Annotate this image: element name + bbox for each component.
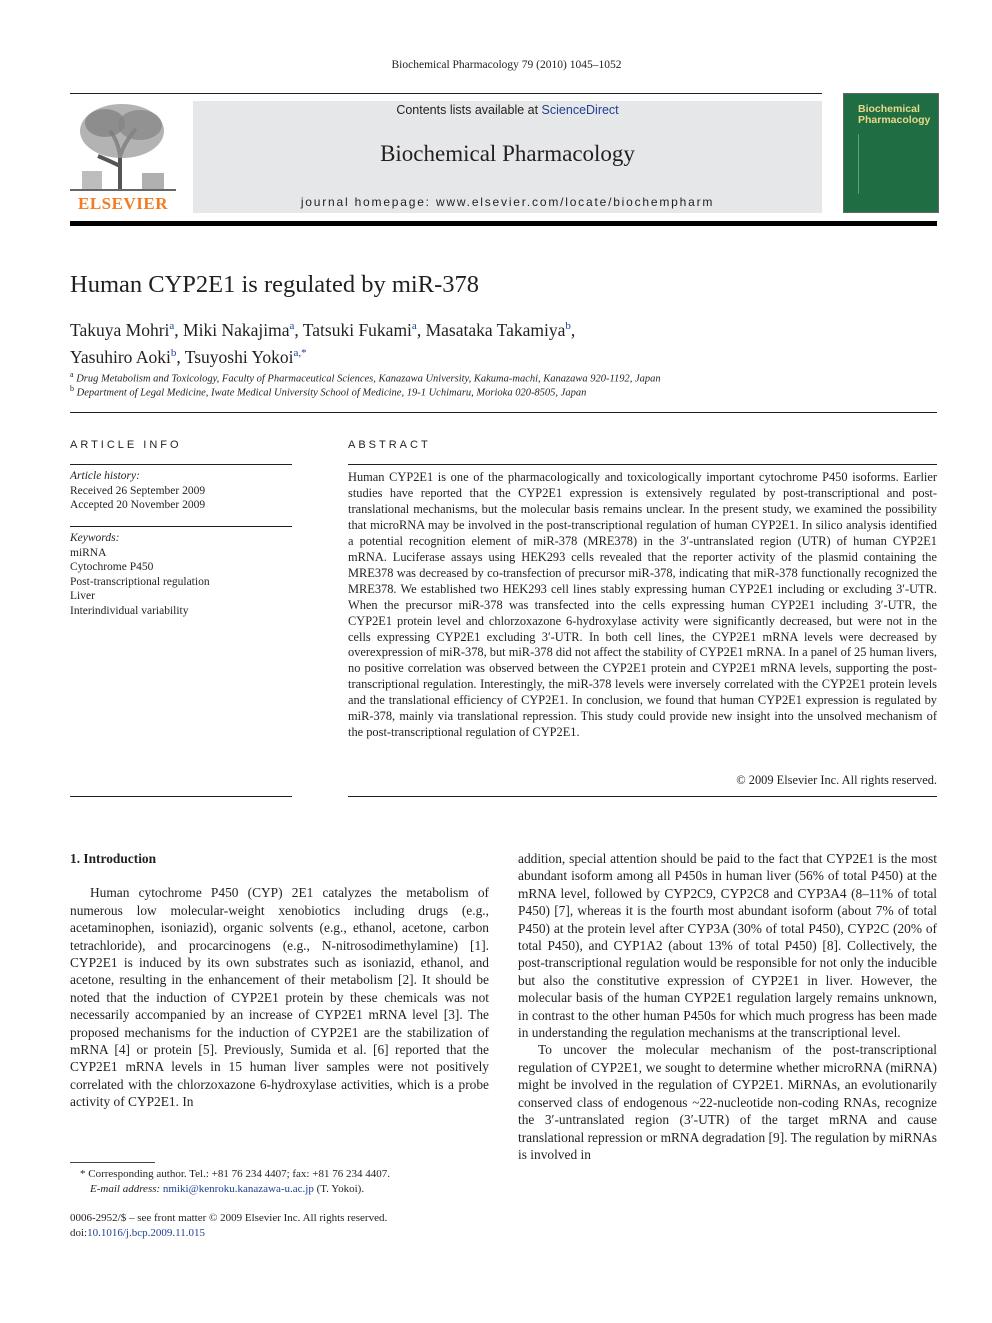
body-paragraph: Human cytochrome P450 (CYP) 2E1 catalyzes the metabolism of numerous low molecular-weight xenobiotics including drugs (e.g., acetaminophen, isoniazid), organic solvents (e.g., ethanol, acetone, carbon tetrachloride), and procarcinogens (e.g., N-nitrosodimethylamine) [1]. CYP2E1 is induced by its own substrates such as isoniazid, ethanol, and acetone, resulting in the enhancement of their metabolism [2]. It should be noted that the induction of CYP2E1 protein by these chemicals was not necessarily accompanied by an increase of CYP2E1 mRNA level [3]. The proposed mechanisms for the induction of CYP2E1 are the stabilization of mRNA [4] or protein [5]. Previously, Sumida et al. [6] reported that the CYP2E1 mRNA levels in 15 human liver samples were not positively correlated with the chlorzoxazone 6-hydroxylase activities, which is a probe activity of CYP2E1. In bbox=[70, 885, 489, 1110]
body-left-column bbox=[70, 850, 489, 1111]
cover-decoration bbox=[858, 134, 909, 194]
keyword: Liver bbox=[70, 590, 95, 602]
keyword: Post-transcriptional regulation bbox=[70, 575, 210, 588]
affiliation-mark: b bbox=[70, 384, 74, 393]
article-info-bottom-rule bbox=[70, 796, 292, 797]
header-heavy-rule bbox=[70, 221, 937, 226]
journal-homepage[interactable]: journal homepage: www.elsevier.com/locate/biochempharm bbox=[300, 195, 715, 209]
body-paragraph: To uncover the molecular mechanism of the post-transcriptional regulation of CYP2E1, we sought to determine whether microRNA (miRNA) might be involved in the regulation of CYP2E1. MiRNAs, an evolutionarily conserved class of endogenous ~22-nucleotide non-coding RNAs, recognize the 3′-untranslated region (3′-UTR) of the target mRNA and cause translational repression or mRNA degradation [9]. The regulation by miRNAs is involved in bbox=[518, 1042, 937, 1162]
abstract-heading: ABSTRACT bbox=[348, 439, 431, 451]
author-affil-mark[interactable]: a bbox=[411, 320, 417, 332]
doi-line bbox=[70, 1226, 570, 1241]
journal-cover-image[interactable] bbox=[843, 93, 939, 213]
history-rule bbox=[70, 526, 292, 527]
abstract-rule bbox=[348, 464, 937, 465]
issn-text: 0006-2952/$ – see front matter © 2009 Elsevier Inc. All rights reserved. bbox=[70, 1212, 388, 1224]
tree-logo-icon bbox=[70, 101, 176, 193]
author-name: Miki Nakajima bbox=[183, 319, 290, 340]
doi-label: doi: bbox=[70, 1226, 88, 1239]
affiliation-rule bbox=[70, 412, 937, 413]
author-name: Tatsuki Fukami bbox=[302, 319, 412, 340]
corresponding-footnote bbox=[70, 1167, 490, 1196]
received-date: Received 26 September 2009 bbox=[70, 484, 206, 497]
journal-citation: Biochemical Pharmacology 79 (2010) 1045–1052 bbox=[391, 59, 622, 71]
keywords-block bbox=[70, 531, 292, 618]
author-affil-mark[interactable]: b bbox=[170, 346, 177, 359]
article-info-rule bbox=[70, 464, 292, 465]
affiliation-b bbox=[70, 384, 940, 399]
history-label: Article history: bbox=[70, 470, 140, 482]
abstract-text: Human CYP2E1 is one of the pharmacologically and toxicologically important cytochrome P450 isoforms. Earlier studies have reported that the CYP2E1 expression is extensively regulated by post-transcriptional and post-translational mechanisms, but the molecular basis remains unclear. In the present study, we examined the possibility that microRNA may be involved in the post-transcriptional regulation of human CYP2E1. In silico analysis identified a potential recognition element of miR-378 (MRE378) in the 3′-untranslated region (UTR) of human CYP2E1 mRNA. Luciferase assays using HEK293 cells revealed that the reporter activity of the plasmid containing the MRE378 was decreased by co-transfection of precursor miR-378, indicating that miR-378 functionally recognized the MRE378. We established two HEK293 cell lines stably expressing human CYP2E1 including or excluding 3′-UTR. When the precursor miR-378 was transfected into the cells expressing human CYP2E1 including 3′-UTR, the CYP2E1 protein level and chlorzoxazone 6-hydroxylase activity were significantly decreased, but were not in the cells expressing CYP2E1 excluding 3′-UTR. In both cell lines, the CYP2E1 mRNA levels were decreased by overexpression of miR-378, but miR-378 did not affect the stability of CYP2E1 mRNA. In a panel of 25 human livers, no positive correlation was observed between the CYP2E1 protein and CYP2E1 mRNA levels, supporting the post-transcriptional regulation. Interestingly, the miR-378 levels were inversely correlated with the CYP2E1 protein levels and the translational efficiency of CYP2E1. In conclusion, we found that human CYP2E1 expression is regulated by miR-378, mainly via translational repression. This study could provide new insight into the unsolved mechanism of the post-transcriptional regulation of CYP2E1. bbox=[348, 470, 937, 740]
author-name: Masataka Takamiya bbox=[425, 319, 566, 340]
corresponding-text: Corresponding author. Tel.: +81 76 234 4407; fax: +81 76 234 4407. bbox=[88, 1168, 390, 1180]
elsevier-logo[interactable] bbox=[70, 101, 176, 214]
contents-prefix: Contents lists available at bbox=[396, 103, 542, 117]
header-top-rule bbox=[70, 93, 822, 94]
body-paragraph: addition, special attention should be paid to the fact that CYP2E1 is the most abundant isoform among all P450s in human liver (56% of total P450) at the mRNA level, followed by CYP2C9, CYP2C8 and CYP3A4 (8–11% of total P450) [7], whereas it is the fourth most abundant isoform (about 7% of total P450) at the protein level after CYP3A (30% of total P450), CYP2C (20% of total P450), and CYP1A2 (about 13% of total P450) [8]. Collectively, the post-transcriptional regulation would be responsible for not only the inducible but also the constitutive expression of CYP2E1 in liver. However, the molecular basis of the human CYP2E1 regulation largely remains unknown, in contrast to the other human P450s for which much progress has been made in understanding the regulation mechanisms at the transcriptional level. bbox=[518, 851, 937, 1041]
contents-line bbox=[193, 103, 822, 117]
article-title: Human CYP2E1 is regulated by miR-378 bbox=[70, 271, 479, 298]
keyword: Interindividual variability bbox=[70, 604, 189, 617]
authors-line-1: Takuya Mohri$^a$, Miki Nakajima$^a$, Tatsuki Fukami$^a$, Masataka Takamiya$^b$, bbox=[70, 319, 576, 340]
email-label: E-mail address: bbox=[90, 1182, 161, 1195]
author-affil-mark[interactable]: a,* bbox=[293, 346, 307, 359]
affiliation-a bbox=[70, 370, 940, 385]
footnote-rule bbox=[70, 1162, 155, 1163]
abstract-bottom-rule bbox=[348, 796, 937, 797]
corresponding-line: * Corresponding author. Tel.: +81 76 234 4407; fax: +81 76 234 4407. bbox=[80, 1168, 390, 1180]
article-info-heading: ARTICLE INFO bbox=[70, 439, 182, 451]
author-affil-mark[interactable]: a bbox=[289, 320, 295, 332]
affiliation-text: Department of Legal Medicine, Iwate Medical University School of Medicine, 19-1 Uchimaru, Morioka 020-8505, Japan bbox=[76, 387, 587, 399]
keyword: miRNA bbox=[70, 546, 107, 559]
keyword: Cytochrome P450 bbox=[70, 561, 154, 573]
journal-masthead bbox=[193, 101, 822, 213]
body-right-column bbox=[518, 850, 937, 1163]
issn-footer bbox=[70, 1211, 570, 1240]
author-affil-mark[interactable]: b bbox=[565, 320, 571, 332]
section-heading: 1. Introduction bbox=[70, 851, 157, 866]
accepted-date: Accepted 20 November 2009 bbox=[70, 499, 206, 511]
authors-line-2: Yasuhiro Aoki$^b$, Tsuyoshi Yokoi$^{a,*}$ bbox=[70, 346, 307, 367]
email-suffix: (T. Yokoi). bbox=[316, 1182, 365, 1195]
author-name: Tsuyoshi Yokoi bbox=[184, 346, 294, 367]
affiliation-mark: a bbox=[70, 370, 74, 379]
author-affil-mark[interactable]: a bbox=[169, 320, 175, 332]
doi-link[interactable]: 10.1016/j.bcp.2009.11.015 bbox=[87, 1226, 205, 1239]
author-list bbox=[70, 315, 940, 369]
affiliation-text: Drug Metabolism and Toxicology, Faculty of Pharmaceutical Sciences, Kanazawa University, Kakuma-machi, Kanazawa 920-1192, Japan bbox=[76, 373, 661, 385]
sciencedirect-link[interactable]: ScienceDirect bbox=[541, 103, 619, 117]
cover-title: Biochemical Pharmacology bbox=[858, 103, 931, 126]
email-link[interactable]: nmiki@kenroku.kanazawa-u.ac.jp bbox=[162, 1182, 314, 1195]
keywords-label: Keywords: bbox=[70, 532, 120, 544]
elsevier-wordmark: ELSEVIER bbox=[78, 194, 168, 213]
abstract-copyright: © 2009 Elsevier Inc. All rights reserved. bbox=[736, 773, 937, 787]
author-name: Takuya Mohri bbox=[70, 319, 170, 340]
article-history bbox=[70, 469, 292, 513]
journal-name: Biochemical Pharmacology bbox=[380, 141, 635, 166]
email-line bbox=[70, 1182, 490, 1197]
author-name: Yasuhiro Aoki bbox=[70, 346, 171, 367]
